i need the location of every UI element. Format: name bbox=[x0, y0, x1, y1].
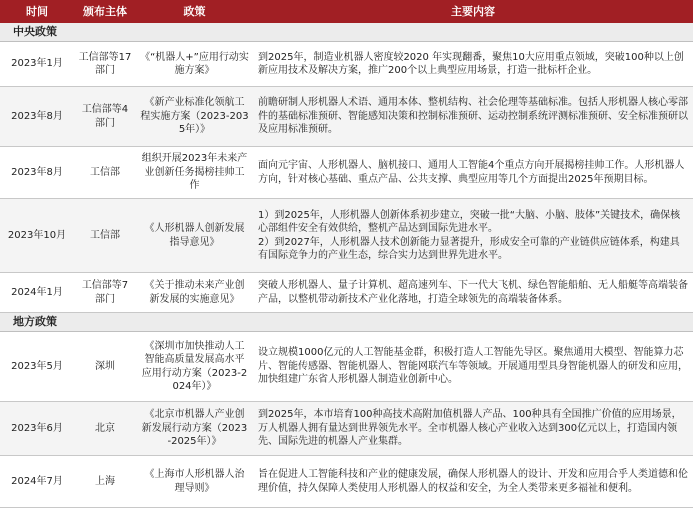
row-policy: 《上海市人形机器人治理导则》 bbox=[136, 456, 253, 508]
section-title-central: 中央政策 bbox=[0, 23, 693, 42]
table-header-row bbox=[0, 0, 693, 23]
row-policy: 《北京市机器人产业创新发展行动方案（2023-2025年）》 bbox=[136, 402, 253, 456]
header-policy: 政策 bbox=[136, 0, 253, 23]
section-row-central bbox=[0, 23, 693, 42]
row-issuer: 北京 bbox=[74, 402, 136, 456]
row-content: 旨在促进人工智能科技和产业的健康发展，确保人形机器人的设计、开发和应用合乎人类道德和伦理价值，持久保障人类使用人形机器人的权益和安全，为全人类带来更多福祉和便利。 bbox=[253, 456, 693, 508]
header-content: 主要内容 bbox=[253, 0, 693, 23]
row-issuer: 工信部等17部门 bbox=[74, 42, 136, 87]
row-content: 设立规模1000亿元的人工智能基金群，积极打造人工智能先导区。聚焦通用大模型、智能算力芯片、智能传感器、智能机器人、智能网联汽车等领域。开展通用型具身智能机器人的研发和应用，加快组建广东省人形机器人制造业创新中心。 bbox=[253, 332, 693, 402]
row-policy: 《新产业标准化领航工程实施方案（2023-2035年）》 bbox=[136, 87, 253, 147]
table-row bbox=[0, 147, 693, 199]
table-row bbox=[0, 402, 693, 456]
row-time: 2024年7月 bbox=[0, 456, 74, 508]
row-policy: 组织开展2023年未来产业创新任务揭榜挂帅工作 bbox=[136, 147, 253, 199]
table-row bbox=[0, 87, 693, 147]
row-issuer: 工信部 bbox=[74, 147, 136, 199]
row-issuer: 工信部等7部门 bbox=[74, 273, 136, 313]
row-policy: 《深圳市加快推动人工智能高质量发展高水平应用行动方案（2023-2024年）》 bbox=[136, 332, 253, 402]
row-time: 2023年8月 bbox=[0, 87, 74, 147]
table-row bbox=[0, 42, 693, 87]
row-time: 2023年8月 bbox=[0, 147, 74, 199]
row-time: 2024年1月 bbox=[0, 273, 74, 313]
row-content: 到2025年，本市培育100种高技术高附加值机器人产品、100种具有全国推广价值的应用场景，万人机器人拥有量达到世界领先水平。全市机器人核心产业收入达到300亿元以上，打造国内领先、国际先进的机器人产业集群。 bbox=[253, 402, 693, 456]
table-row bbox=[0, 199, 693, 273]
row-issuer: 工信部等4部门 bbox=[74, 87, 136, 147]
row-policy: 《“机器人+”应用行动实施方案》 bbox=[136, 42, 253, 87]
table-row bbox=[0, 456, 693, 508]
table-row bbox=[0, 273, 693, 313]
row-time: 2023年5月 bbox=[0, 332, 74, 402]
table-row bbox=[0, 332, 693, 402]
row-issuer: 深圳 bbox=[74, 332, 136, 402]
row-content bbox=[253, 199, 693, 273]
row-content: 面向元宇宙、人形机器人、脑机接口、通用人工智能4个重点方向开展揭榜挂帅工作。人形机器人方向，针对核心基础、重点产品、公共支撑、典型应用等几个方面提出2025年预期目标。 bbox=[253, 147, 693, 199]
header-time: 时间 bbox=[0, 0, 74, 23]
section-title-local: 地方政策 bbox=[0, 313, 693, 332]
content-point-1: 1）到2025年，人形机器人创新体系初步建立，突破一批“大脑、小脑、肢体”关键技术，确保核心部组件安全有效供给，整机产品达到国际先进水平。 bbox=[258, 209, 681, 234]
row-content: 前瞻研制人形机器人术语、通用本体、整机结构、社会伦理等基础标准。包括人形机器人核心零部件的基础标准预研、智能感知决策和控制标准预研、运动控制系统评测标准预研、安全标准预研以及应用标准预研。 bbox=[253, 87, 693, 147]
row-issuer: 上海 bbox=[74, 456, 136, 508]
row-policy: 《关于推动未来产业创新发展的实施意见》 bbox=[136, 273, 253, 313]
row-time: 2023年10月 bbox=[0, 199, 74, 273]
row-policy: 《人形机器人创新发展指导意见》 bbox=[136, 199, 253, 273]
row-content: 突破人形机器人、量子计算机、超高速列车、下一代大飞机、绿色智能船舶、无人船艇等高端装备产品，以整机带动新技术产业化落地，打造全球领先的高端装备体系。 bbox=[253, 273, 693, 313]
header-issuer: 颁布主体 bbox=[74, 0, 136, 23]
row-issuer: 工信部 bbox=[74, 199, 136, 273]
section-row-local bbox=[0, 313, 693, 332]
row-time: 2023年1月 bbox=[0, 42, 74, 87]
row-content: 到2025年，制造业机器人密度较2020 年实现翻番，聚焦10大应用重点领域，突破100种以上创新应用技术及解决方案，推广200个以上典型应用场景，打造一批标杆企业。 bbox=[253, 42, 693, 87]
content-point-2: 2）到2027年，人形机器人技术创新能力显著提升，形成安全可靠的产业链供应链体系，构建具有国际竞争力的产业生态，综合实力达到世界先进水平。 bbox=[258, 236, 680, 261]
row-time: 2023年6月 bbox=[0, 402, 74, 456]
